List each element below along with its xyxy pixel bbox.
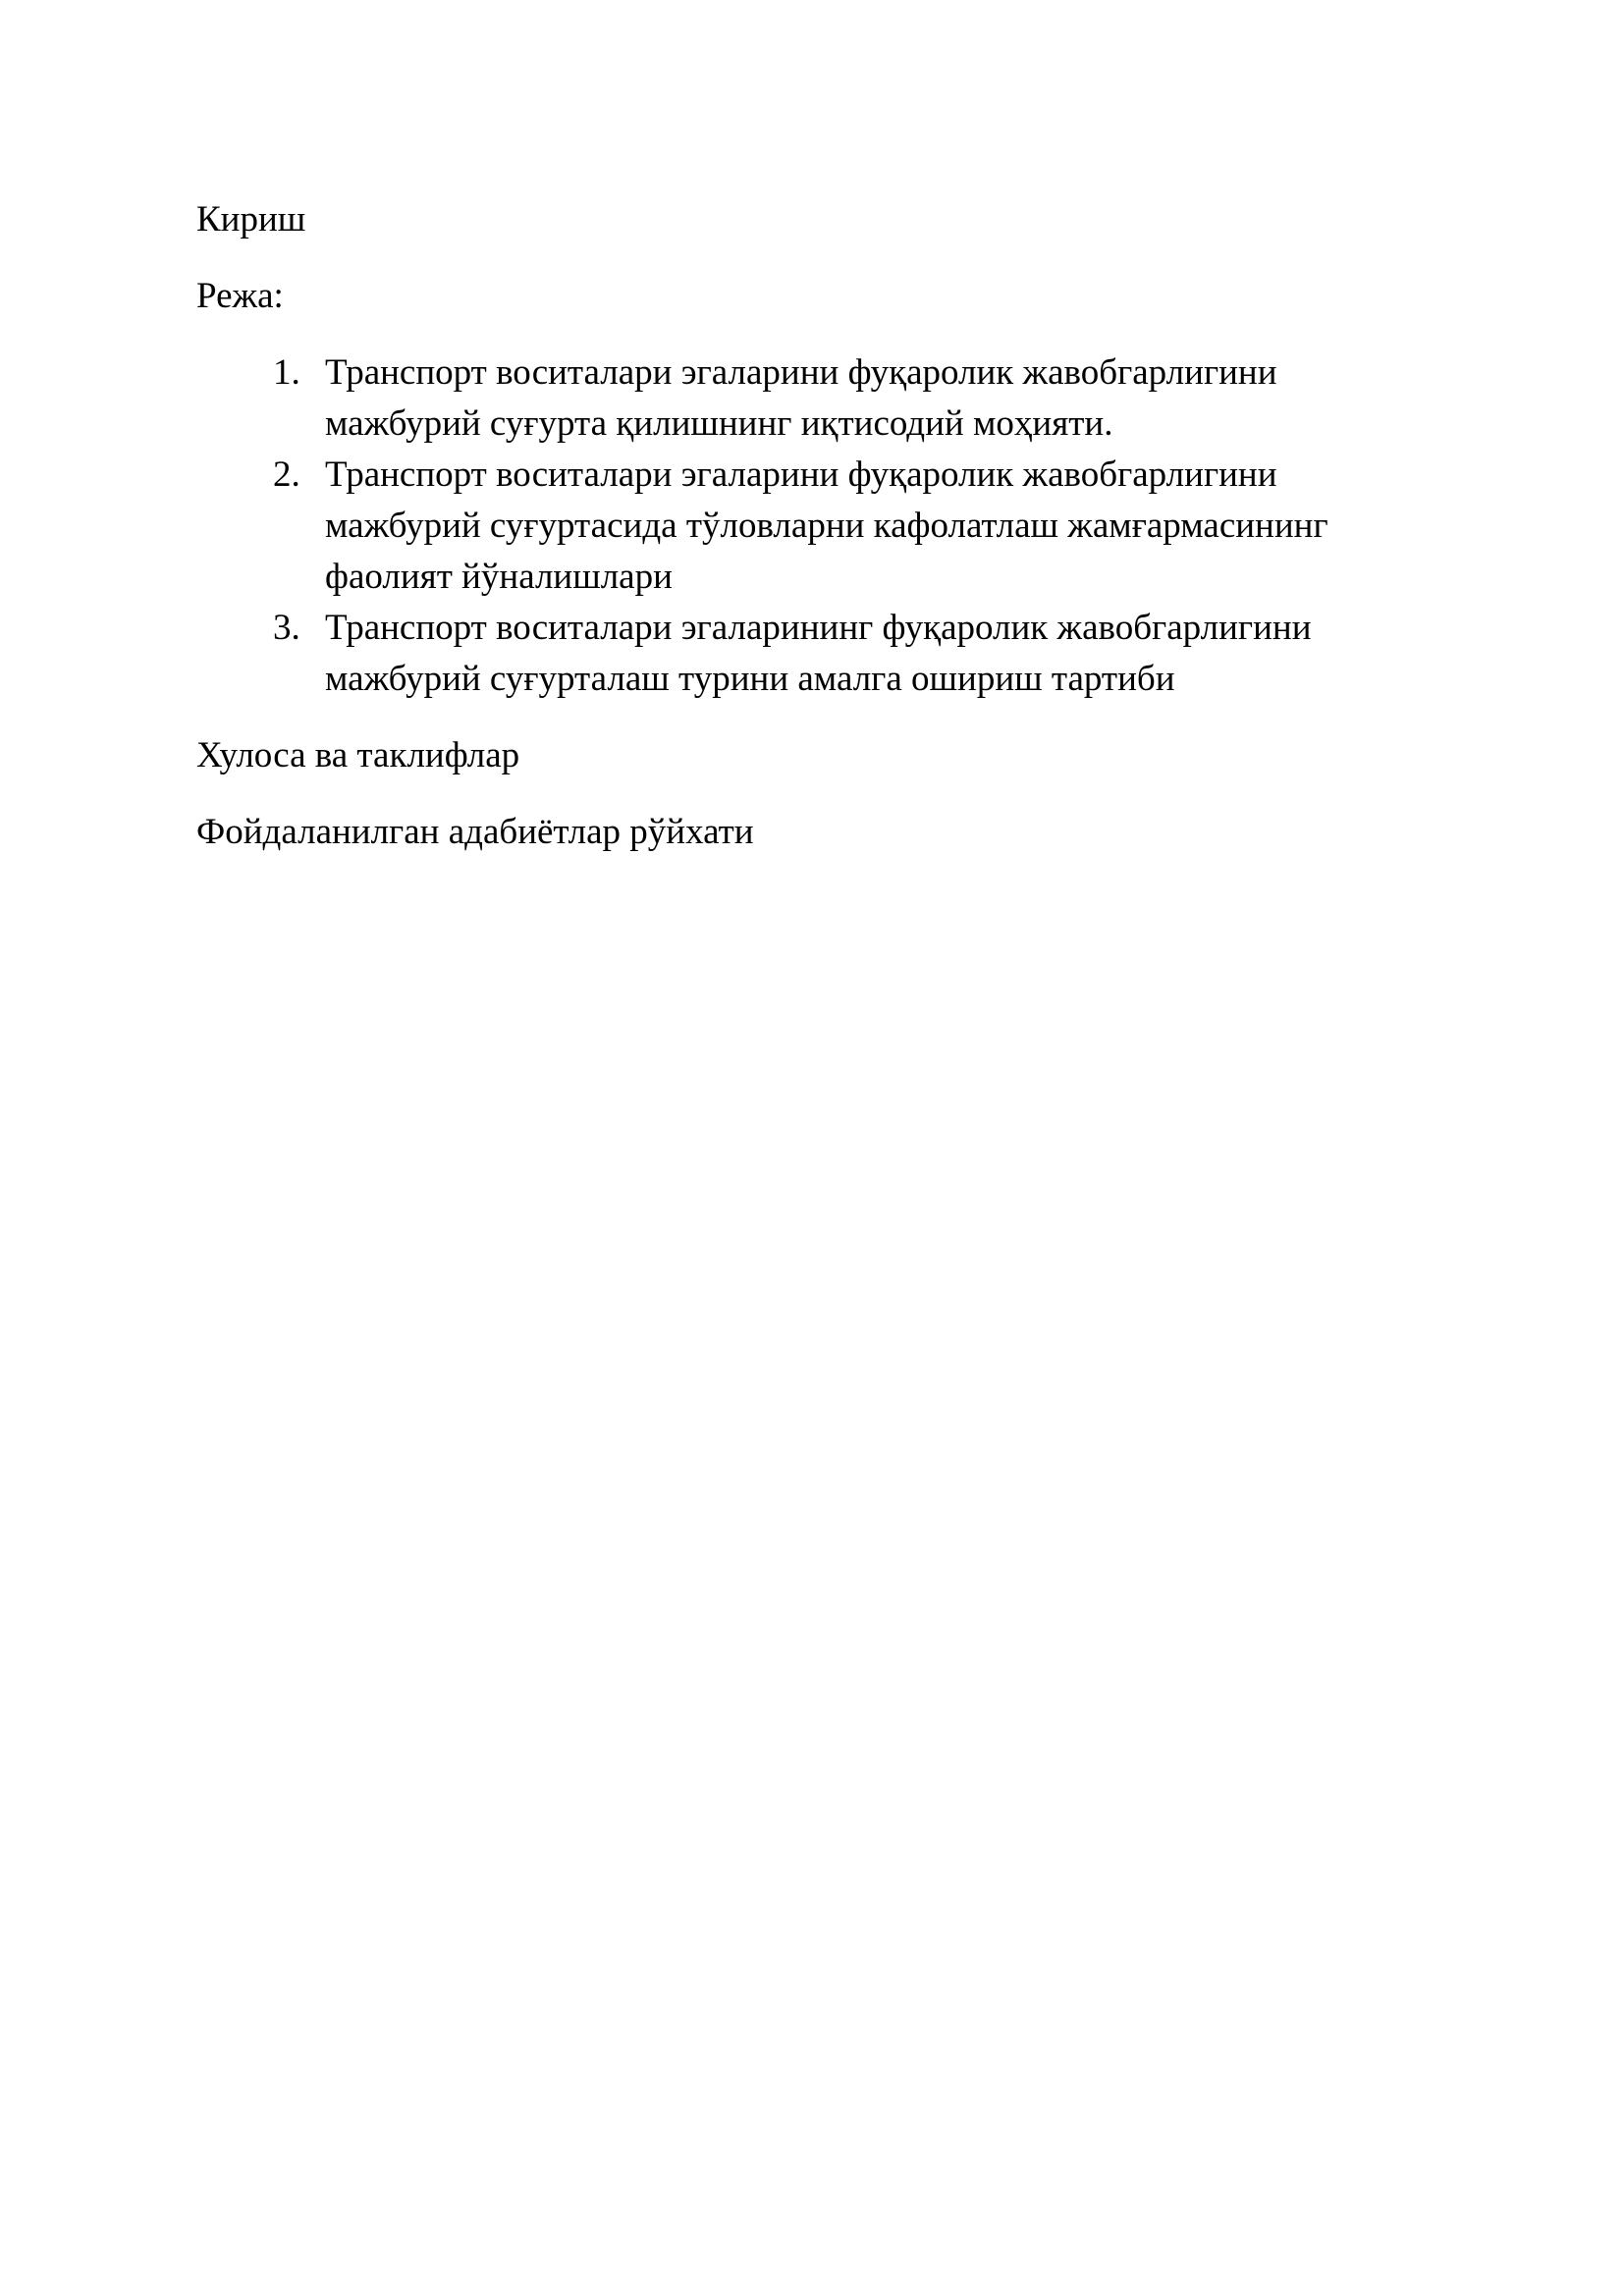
document-content — [196, 194, 1434, 883]
references-heading: Фойдаланилган адабиётлар рўйхати — [196, 812, 754, 852]
plan-heading: Режа: — [196, 276, 284, 316]
plan-item-text: Транспорт воситалари эгаларини фуқаролик жавобгарлигини мажбурий суғуртасида тўловларни кафолатлаш жамғармасининг фаолият йўналишлари — [325, 454, 1328, 597]
plan-item-2 — [196, 450, 1434, 603]
plan-item-text: Транспорт воситалари эгаларининг фуқаролик жавобгарлигини мажбурий суғурталаш турини амалга ошириш тартиби — [325, 608, 1312, 699]
intro-heading: Кириш — [196, 199, 306, 240]
plan-item-number: 1. — [273, 352, 300, 393]
plan-list — [196, 347, 1434, 705]
plan-item-number: 3. — [273, 608, 300, 648]
plan-item-1 — [196, 347, 1434, 450]
plan-item-number: 2. — [273, 454, 300, 495]
conclusion-heading: Хулоса ва таклифлар — [196, 735, 520, 775]
plan-item-3 — [196, 603, 1434, 705]
plan-item-text: Транспорт воситалари эгаларини фуқаролик жавобгарлигини мажбурий суғурта қилишнинг иқтисодий моҳияти. — [325, 352, 1277, 444]
